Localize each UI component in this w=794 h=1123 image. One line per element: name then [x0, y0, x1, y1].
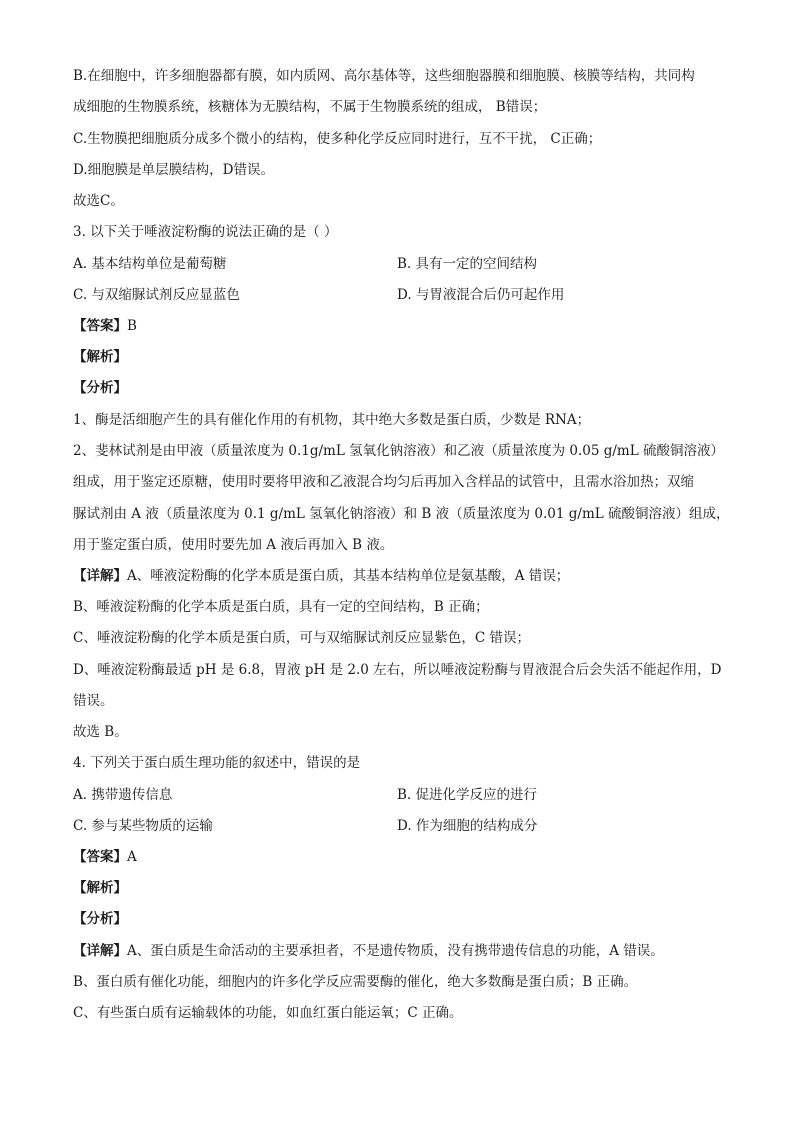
- analysis-tag: 【解析】: [73, 349, 127, 365]
- text-line: D.细胞膜是单层膜结构，D错误。: [73, 162, 274, 178]
- q3-option-d: D. 与胃液混合后仍可起作用: [397, 287, 565, 303]
- q3-detail-row: [73, 566, 569, 586]
- detail-line: A、蛋白质是生命活动的主要承担者，不是遗传物质，没有携带遗传信息的功能，A 错误。: [127, 943, 664, 959]
- q4-option-b: B. 促进化学反应的进行: [397, 787, 538, 803]
- q3-answer-row: [73, 316, 137, 336]
- q4-option-a: A. 携带遗传信息: [73, 787, 173, 803]
- detail-line: C、唾液淀粉酶的化学本质是蛋白质，可与双缩脲试剂反应显紫色，C 错误；: [73, 630, 530, 646]
- q4-answer-row: [73, 847, 137, 867]
- answer-tag: 【答案】: [73, 318, 127, 334]
- text-line: 成细胞的生物膜系统，核糖体为无膜结构，不属于生物膜系统的组成， B错误；: [73, 99, 547, 115]
- q3-option-b: B. 具有一定的空间结构: [397, 256, 538, 272]
- q3-option-c: C. 与双缩脲试剂反应显蓝色: [73, 287, 240, 303]
- question-3-stem: 3. 以下关于唾液淀粉酶的说法正确的是（ ）: [73, 224, 338, 240]
- answer-value: B: [127, 318, 137, 334]
- q4-detail-row: [73, 941, 664, 961]
- text-line: C.生物膜把细胞质分成多个微小的结构，使多种化学反应同时进行，互不干扰， C正确；: [73, 131, 602, 147]
- text-line: B.在细胞中，许多细胞器都有膜，如内质网、高尔基体等，这些细胞器膜和细胞膜、核膜等结构，共同构: [73, 68, 695, 84]
- detail-line: D、唾液淀粉酶最适 pH 是 6.8，胃液 pH 是 2.0 左右，所以唾液淀粉酶与胃液混合后会失活不能起作用，D: [73, 662, 722, 678]
- fenxi-line: 组成，用于鉴定还原糖，使用时要将甲液和乙液混合均匀后再加入含样品的试管中，且需水浴加热；双缩: [73, 474, 694, 490]
- analysis-tag: 【解析】: [73, 880, 127, 896]
- fenxi-line: 1、酶是活细胞产生的具有催化作用的有机物，其中绝大多数是蛋白质，少数是 RNA；: [73, 412, 591, 428]
- detail-line: A、唾液淀粉酶的化学本质是蛋白质，其基本结构单位是氨基酸，A 错误；: [127, 568, 570, 584]
- q4-option-c: C. 参与某些物质的运输: [73, 818, 213, 834]
- detail-tag: 【详解】: [73, 943, 127, 959]
- answer-value: A: [127, 849, 137, 865]
- fenxi-tag: 【分析】: [73, 380, 127, 396]
- detail-line: 错误。: [73, 693, 114, 709]
- detail-tag: 【详解】: [73, 568, 127, 584]
- detail-line: C、有些蛋白质有运输载体的功能，如血红蛋白能运氧；C 正确。: [73, 1005, 463, 1021]
- fenxi-line: 2、斐林试剂是由甲液（质量浓度为 0.1g/mL 氢氧化钠溶液）和乙液（质量浓度为 0.05 g/mL 硫酸铜溶液）: [73, 443, 724, 459]
- answer-tag: 【答案】: [73, 849, 127, 865]
- question-4-stem: 4. 下列关于蛋白质生理功能的叙述中，错误的是: [73, 755, 361, 771]
- fenxi-tag: 【分析】: [73, 911, 127, 927]
- detail-line: B、唾液淀粉酶的化学本质是蛋白质，具有一定的空间结构，B 正确；: [73, 599, 489, 615]
- q3-option-a: A. 基本结构单位是葡萄糖: [73, 256, 227, 272]
- q4-option-d: D. 作为细胞的结构成分: [397, 818, 538, 834]
- text-line: 故选C。: [73, 193, 124, 209]
- fenxi-line: 脲试剂由 A 液（质量浓度为 0.1 g/mL 氢氧化钠溶液）和 B 液（质量浓度为 0.01 g/mL 硫酸铜溶液）组成，: [73, 506, 730, 522]
- fenxi-line: 用于鉴定蛋白质，使用时要先加 A 液后再加入 B 液。: [73, 537, 394, 553]
- conclusion: 故选 B。: [73, 724, 128, 740]
- detail-line: B、蛋白质有催化功能，细胞内的许多化学反应需要酶的催化，绝大多数酶是蛋白质；B 正确。: [73, 974, 638, 990]
